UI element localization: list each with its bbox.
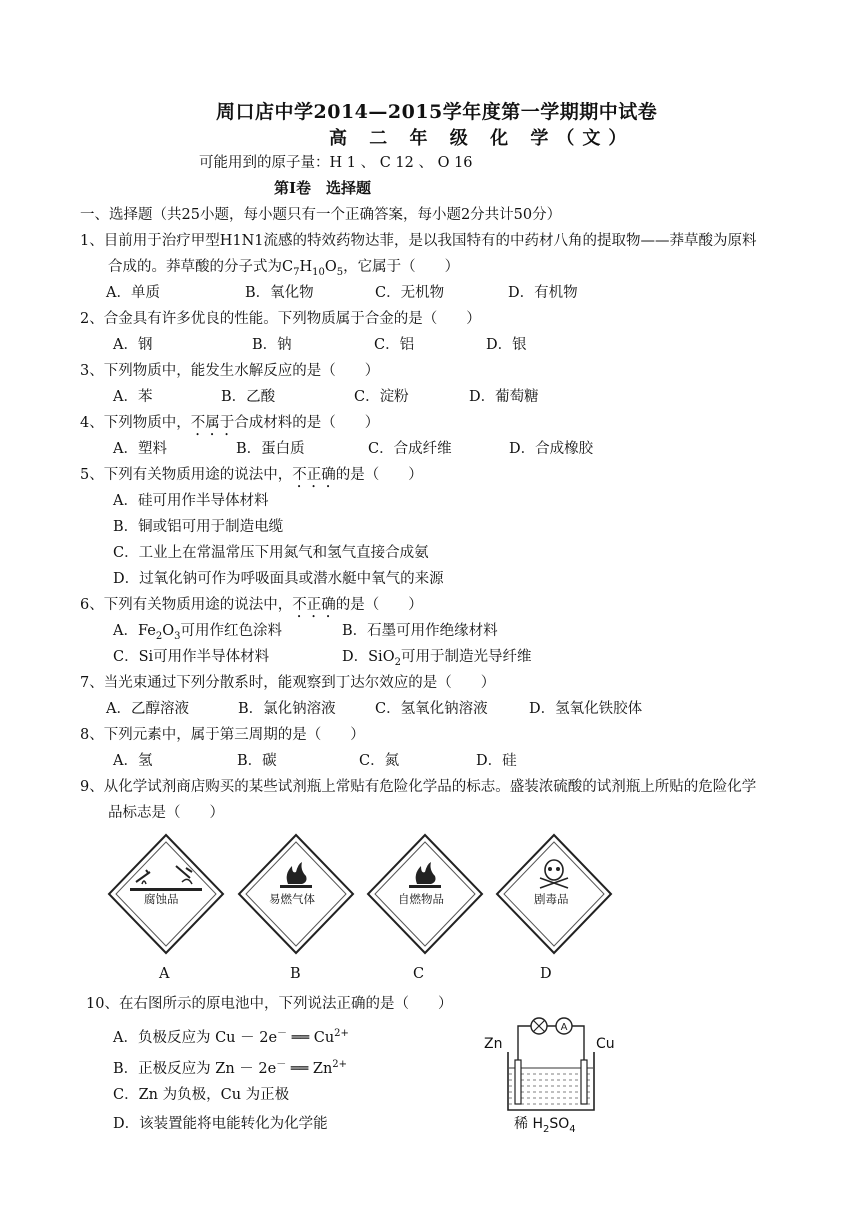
q8-option-b: B．碳	[237, 753, 277, 769]
q6-option-a: A．$Fe_2O_3$可用作红色涂料	[113, 623, 282, 642]
galvanic-cell-diagram	[480, 1010, 620, 1135]
q1-option-a: A．单质	[106, 285, 160, 301]
hazard-sign-label: 自燃物品	[398, 892, 444, 906]
q3-option-c: C．淀粉	[354, 389, 409, 405]
q10-option-c: C．Zn 为负极，Cu 为正极	[113, 1087, 290, 1103]
svg-text:A: A	[560, 1022, 568, 1033]
q2-option-a: A．钢	[113, 337, 153, 353]
q7-stem: 7、当光束通过下列分散系时，能观察到丁达尔效应的是（ ）	[80, 675, 496, 691]
electrode-label-cu: Cu	[596, 1036, 615, 1052]
q3-option-b: B．乙酸	[221, 389, 276, 405]
q9-stem-line1: 9、从化学试剂商店购买的某些试剂瓶上常贴有危险化学品的标志。盛装浓硫酸的试剂瓶上所贴的危险化学	[80, 779, 757, 795]
q5-option-c: C．工业上在常温常压下用氮气和氢气直接合成氨	[113, 545, 429, 561]
q4-option-d: D．合成橡胶	[509, 441, 594, 457]
q9-label-c: C	[413, 966, 425, 982]
q5-option-d: D．过氧化钠可作为呼吸面具或潜水艇中氧气的来源	[113, 571, 444, 587]
q9-label-a: A	[159, 966, 170, 982]
q2-option-d: D．银	[486, 337, 527, 353]
q1-stem-line1: 1、目前用于治疗甲型H1N1流感的特效药物达菲，是以我国特有的中药材八角的提取物——莽草酸为原料	[80, 233, 757, 249]
q8-option-c: C．氮	[359, 753, 400, 769]
hazard-sign-flammable-gas	[236, 832, 356, 956]
q1-stem-line2: 合成的。莽草酸的分子式为$C_7H_{10}O_5$，它属于（ ）	[108, 259, 460, 278]
exam-title: 周口店中学2014—2015学年度第一学期期中试卷	[216, 101, 658, 123]
q7-option-a: A．乙醇溶液	[106, 701, 189, 717]
q2-stem: 2、合金具有许多优良的性能。下列物质属于合金的是（ ）	[80, 311, 481, 327]
q1-option-d: D．有机物	[508, 285, 578, 301]
q6-stem: 6、下列有关物质用途的说法中，不正确的是（ ）	[80, 597, 423, 613]
q7-option-b: B．氯化钠溶液	[238, 701, 336, 717]
atomic-mass-note: 可能用到的原子量：H 1 、 C 12 、 O 16	[199, 155, 473, 171]
electrode-label-zn: Zn	[484, 1036, 503, 1052]
q5-option-b: B．铜或铝可用于制造电缆	[113, 519, 284, 535]
emphasis-not: 不属于	[190, 415, 235, 431]
q6-option-c: C．Si可用作半导体材料	[113, 649, 270, 665]
q10-option-d: D．该装置能将电能转化为化学能	[113, 1116, 328, 1132]
q4-option-c: C．合成纤维	[368, 441, 452, 457]
q10-option-b: B．正极反应为 Zn － 2e－ ══ $Zn^{2+}$	[113, 1059, 348, 1077]
q4-option-a: A．塑料	[113, 441, 167, 457]
emphasis-not: 不正确	[292, 597, 336, 613]
q9-label-b: B	[290, 966, 301, 982]
hazard-sign-label: 剧毒品	[534, 892, 569, 906]
q6-option-d: D．SiO$_2$可用于制造光导纤维	[342, 649, 532, 668]
q3-stem: 3、下列物质中，能发生水解反应的是（ ）	[80, 363, 380, 379]
hazard-sign-corrosive	[106, 832, 226, 956]
q4-stem: 4、下列物质中，不属于合成材料的是（ ）	[80, 415, 380, 431]
section-title: 第Ⅰ卷 选择题	[274, 179, 372, 197]
q5-stem: 5、下列有关物质用途的说法中，不正确的是（ ）	[80, 467, 423, 483]
q3-option-d: D．葡萄糖	[469, 389, 539, 405]
q5-option-a: A．硅可用作半导体材料	[113, 493, 269, 509]
q8-option-a: A．氢	[113, 753, 153, 769]
q10-option-a: A．负极反应为 Cu － 2e－ ══ $Cu^{2+}$	[113, 1028, 349, 1046]
q2-option-c: C．铝	[374, 337, 415, 353]
q9-label-d: D	[540, 966, 552, 982]
q1-option-c: C．无机物	[375, 285, 445, 301]
exam-subtitle: 高 二 年 级 化 学（文）	[329, 128, 635, 149]
hazard-sign-label: 腐蚀品	[144, 892, 179, 906]
section-instructions: 一、选择题（共25小题，每小题只有一个正确答案，每小题2分共计50分）	[80, 207, 562, 223]
q6-option-b: B．石墨可用作绝缘材料	[342, 623, 498, 639]
electrolyte-label: 稀 $H_2SO_4$	[514, 1116, 576, 1135]
q7-option-d: D．氢氧化铁胶体	[529, 701, 643, 717]
q4-option-b: B．蛋白质	[236, 441, 305, 457]
q10-stem: 10、在右图所示的原电池中，下列说法正确的是（ ）	[86, 996, 453, 1012]
hazard-sign-toxic	[494, 832, 614, 956]
q2-option-b: B．钠	[252, 337, 292, 353]
hazard-sign-spontaneous-combustion	[365, 832, 485, 956]
q8-option-d: D．硅	[476, 753, 517, 769]
hazard-sign-label: 易燃气体	[269, 892, 315, 906]
q1-option-b: B．氧化物	[245, 285, 314, 301]
q7-option-c: C．氢氧化钠溶液	[375, 701, 488, 717]
q9-stem-line2: 品标志是（ ）	[108, 805, 224, 821]
q3-option-a: A．苯	[113, 389, 153, 405]
emphasis-not: 不正确	[292, 467, 336, 483]
q8-stem: 8、下列元素中，属于第三周期的是（ ）	[80, 727, 365, 743]
